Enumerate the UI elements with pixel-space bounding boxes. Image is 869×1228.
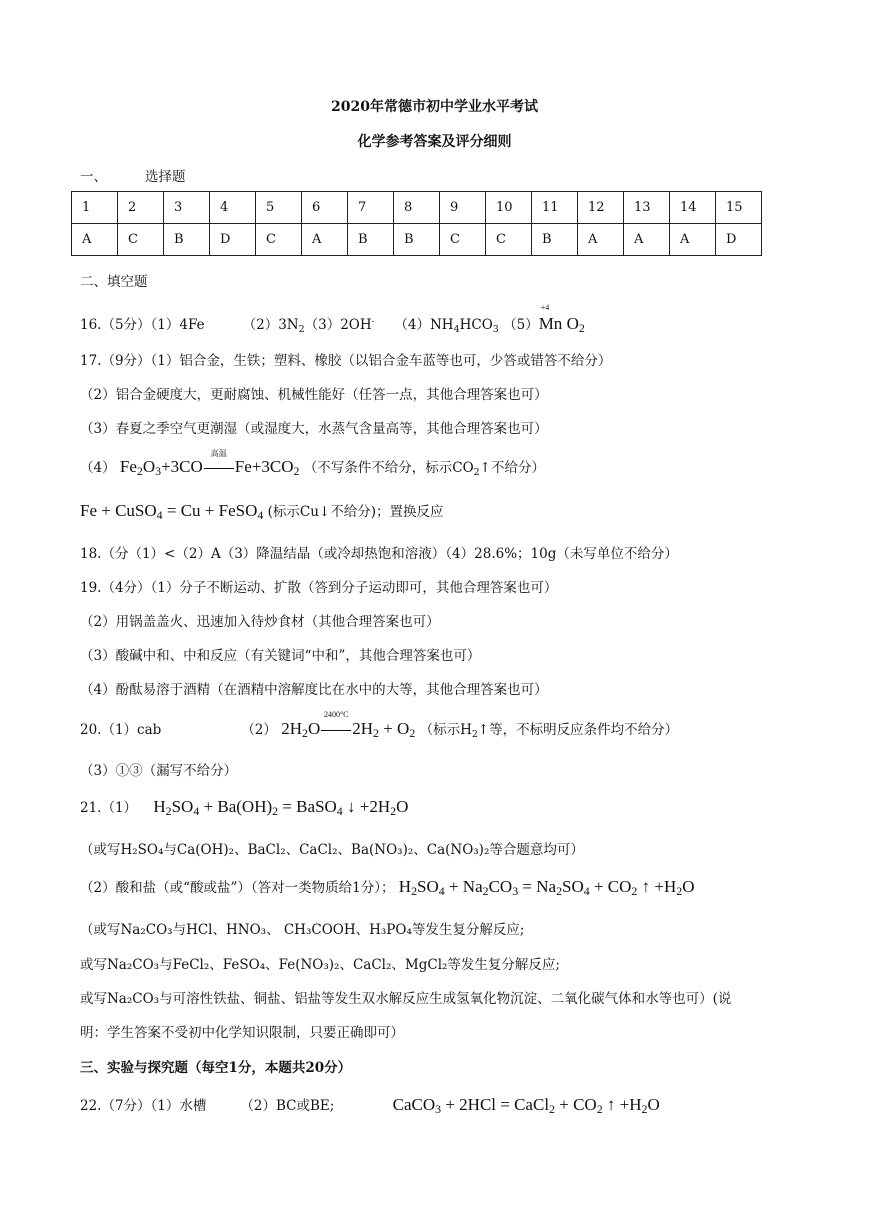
q19-line-3: （3）酸碱中和、中和反应（有关键词“中和”，其他合理答案也可） [80, 648, 481, 664]
section-1-heading: 一、 选择题 [80, 169, 186, 185]
question-number-row [72, 192, 762, 224]
question-number-cell: 1 [72, 192, 118, 224]
q20-line-2: （3）①③（漏写不给分） [80, 763, 238, 779]
question-number-cell: 14 [670, 192, 716, 224]
question-number-cell: 8 [394, 192, 440, 224]
document-subtitle: 化学参考答案及评分细则 [357, 134, 512, 150]
q19-line-1: 19.（4分）（1）分子不断运动、扩散（答到分子运动即可，其他合理答案也可） [80, 580, 558, 596]
q19-line-4: （4）酚酞易溶于酒精（在酒精中溶解度比在水中的大等，其他合理答案也可） [80, 682, 548, 698]
answer-cell: C [440, 224, 486, 256]
question-number-cell: 15 [716, 192, 762, 224]
answer-row [72, 224, 762, 256]
answer-cell: B [164, 224, 210, 256]
q17-line-5: Fe + CuSO$_4$ = Cu + FeSO$_4$ (标示Cu↓不给分)；置换反应 [80, 501, 444, 522]
answer-cell: A [578, 224, 624, 256]
question-number-cell: 9 [440, 192, 486, 224]
q16-line: 16.（5分）（1）4Fe $(2)3N_2(3)2OH^-$ $(4)NH_4HCO_3$ （5） +4 Mn $O_2$ [80, 303, 585, 335]
answer-cell: C [486, 224, 532, 256]
question-number-cell: 13 [624, 192, 670, 224]
q21-line-1: 21.（1） $H_2SO_4 + Ba(OH)_2$ = BaSO$_4$ ↓ $+2H_2O$ [80, 797, 409, 818]
section-3-heading: 三、实验与探究题（每空1分，本题共20分） [80, 1060, 352, 1076]
question-number-cell: 7 [348, 192, 394, 224]
answer-cell: B [394, 224, 440, 256]
answer-cell: B [348, 224, 394, 256]
mno2-formula: +4 Mn $O_2$ [538, 303, 585, 335]
answer-cell: A [302, 224, 348, 256]
question-number-cell: 3 [164, 192, 210, 224]
question-number-cell: 4 [210, 192, 256, 224]
q17-line-4: （4） $Fe_2O_3+3CO$ 高温 $Fe+3CO_2$ （不写条件不给分，标示$CO_2↑$不给分） [80, 449, 545, 478]
question-number-cell: 12 [578, 192, 624, 224]
q21-or-line-1: （或写H₂SO₄与Ca(OH)₂、BaCl₂、CaCl₂、Ba(NO₃)₂、Ca(NO₃)₂等合题意均可） [80, 842, 584, 858]
q21-or-line-3: 或写Na₂CO₃与FeCl₂、FeSO₄、Fe(NO₃)₂、CaCl₂、MgCl₂等发生复分解反应; [80, 957, 560, 973]
q21-or-line-5: 明：学生答案不受初中化学知识限制，只要正确即可） [80, 1025, 404, 1041]
question-number-cell: 2 [118, 192, 164, 224]
answer-cell: A [624, 224, 670, 256]
q18-line: 18.（分（1）<（2）A（3）降温结晶（或冷却热饱和溶液）（4）28.6%；10g（未写单位不给分） [80, 546, 678, 562]
q17-line-3: （3）春夏之季空气更潮湿（或湿度大，水蒸气含量高等，其他合理答案也可） [80, 421, 548, 437]
q21-line-2: （2）酸和盐（或“酸或盐”）（答对一类物质给1分）； $H_2SO_4 + Na_2CO_3 = Na_2SO_4 + CO_2$ ↑ $+H_2O$ [80, 877, 695, 898]
q21-or-line-2: （或写Na₂CO₃与HCl、HNO₃、 CH₃COOH、H₃PO₄等发生复分解反应; [80, 922, 525, 938]
q19-line-2: （2）用锅盖盖火、迅速加入待炒食材（其他合理答案也可） [80, 614, 440, 630]
section-2-heading: 二、填空题 [80, 274, 148, 290]
q17-line-2: （2）铝合金硬度大，更耐腐蚀、机械性能好（任答一点，其他合理答案也可） [80, 387, 548, 403]
answer-cell: C [118, 224, 164, 256]
question-number-cell: 5 [256, 192, 302, 224]
q22-line: 22.（7分）（1）水槽 （2）BC或BE; CaCO$_3$ + 2HCl = CaCl$_2$ + $CO_2$ ↑ $+H_2O$ [80, 1095, 660, 1116]
answer-cell: D [210, 224, 256, 256]
question-number-cell: 11 [532, 192, 578, 224]
question-number-cell: 6 [302, 192, 348, 224]
q21-or-line-4: 或写Na₂CO₃与可溶性铁盐、铜盐、铝盐等发生双水解反应生成氢氧化物沉淀、二氧化碳气体和水等也可）(说 [80, 991, 732, 1007]
document-title: 2020年常德市初中学业水平考试 [331, 99, 538, 115]
question-number-cell: 10 [486, 192, 532, 224]
answer-table [71, 191, 762, 256]
answer-cell: A [670, 224, 716, 256]
answer-cell: C [256, 224, 302, 256]
answer-cell: A [72, 224, 118, 256]
answer-cell: B [532, 224, 578, 256]
answer-cell: D [716, 224, 762, 256]
q17-line-1: 17.（9分）（1）铝合金，生铁；塑料、橡胶（以铝合金车蓝等也可，少答或错答不给分） [80, 353, 612, 369]
q20-line-1: 20.（1）cab （2） $2H_2O$ 2400°C $2H_2 + O_2$ （标示$H_2↑$等，不标明反应条件均不给分） [80, 710, 679, 740]
